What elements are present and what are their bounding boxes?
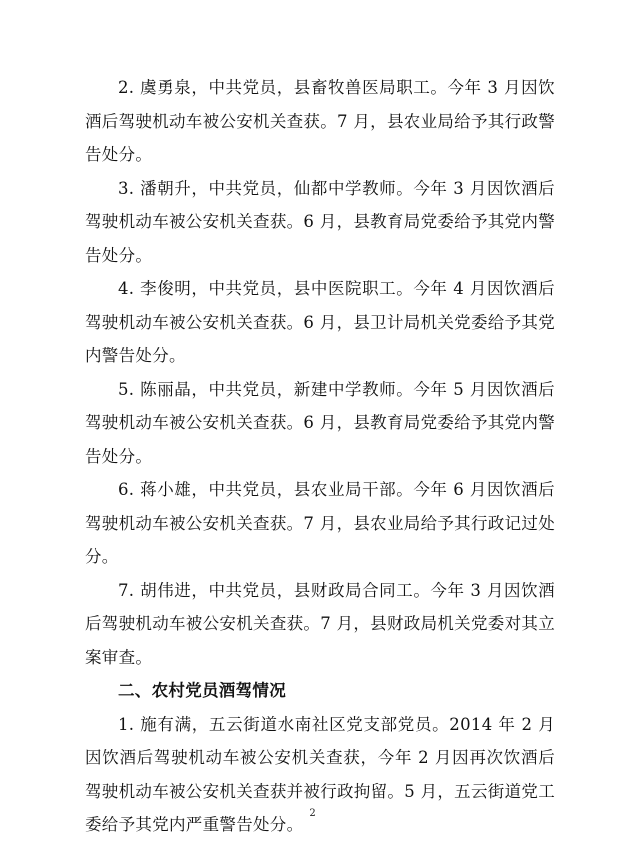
rural-case-paragraph-1: 1. 施有满，五云街道水南社区党支部党员。2014 年 2 月因饮酒后驾驶机动车被公安机关查获，今年 2 月因再次饮酒后驾驶机动车被公安机关查获并被行政拘留。5 月，五云街道党工委给予其党内严重警告处分。	[85, 714, 555, 834]
case-paragraph-2: 2. 虞勇泉，中共党员，县畜牧兽医局职工。今年 3 月因饮酒后驾驶机动车被公安机关查获。7 月，县农业局给予其行政警告处分。	[85, 78, 555, 164]
section-heading: 二、农村党员酒驾情况	[118, 681, 286, 700]
case-paragraph-5: 5. 陈丽晶，中共党员，新建中学教师。今年 5 月因饮酒后驾驶机动车被公安机关查获。6 月，县教育局党委给予其党内警告处分。	[85, 379, 555, 466]
page-number: 2	[309, 808, 316, 819]
case-paragraph-3: 3. 潘朝升，中共党员，仙都中学教师。今年 3 月因饮酒后驾驶机动车被公安机关查获。6 月，县教育局党委给予其党内警告处分。	[85, 178, 555, 265]
document-body	[85, 71, 555, 842]
case-paragraph-4: 4. 李俊明，中共党员，县中医院职工。今年 4 月因饮酒后驾驶机动车被公安机关查获。6 月，县卫计局机关党委给予其党内警告处分。	[85, 279, 555, 365]
case-paragraph-6: 6. 蒋小雄，中共党员，县农业局干部。今年 6 月因饮酒后驾驶机动车被公安机关查获。7 月，县农业局给予其行政记过处分。	[85, 480, 555, 566]
case-paragraph-7: 7. 胡伟进，中共党员，县财政局合同工。今年 3 月因饮酒后驾驶机动车被公安机关查获。7 月，县财政局机关党委对其立案审查。	[85, 580, 555, 667]
